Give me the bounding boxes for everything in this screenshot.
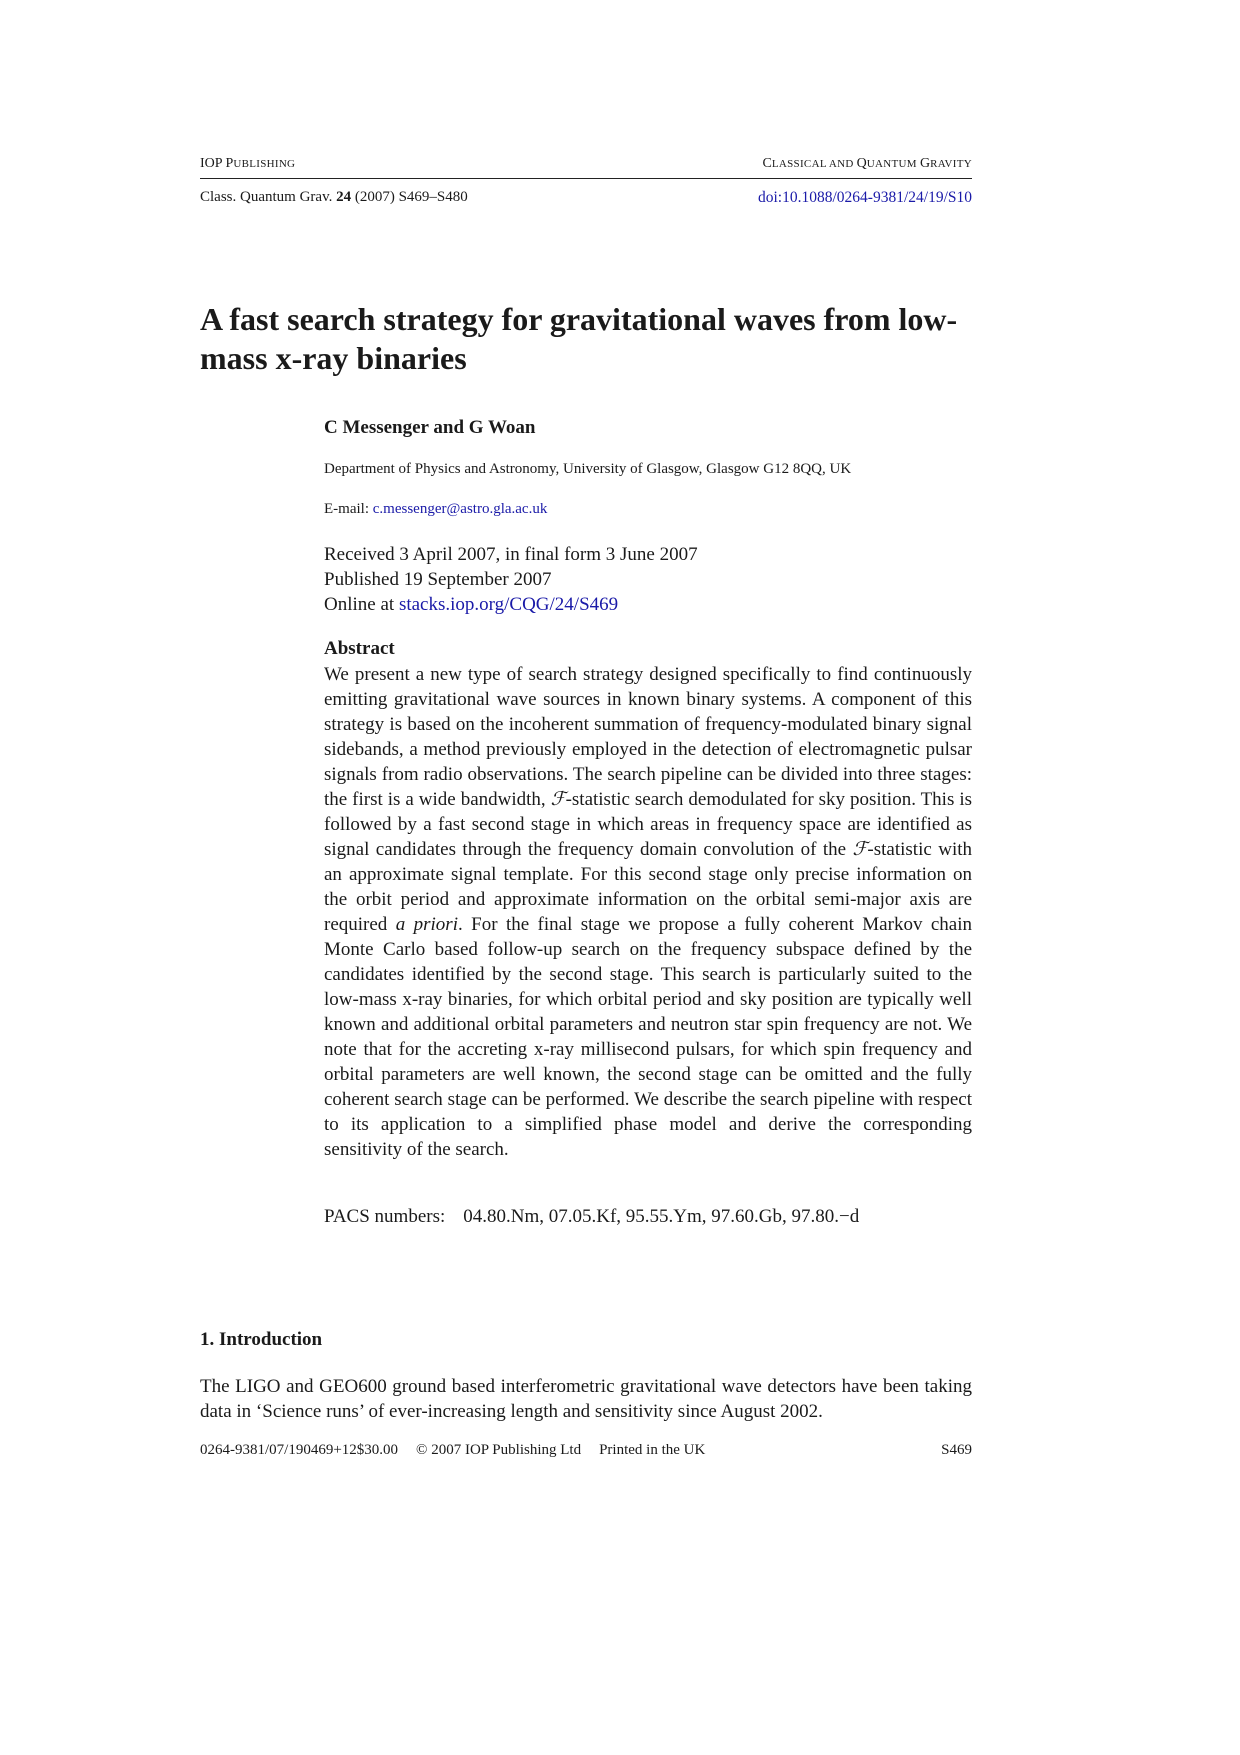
header-rule bbox=[200, 178, 972, 179]
affiliation: Department of Physics and Astronomy, University of Glasgow, Glasgow G12 8QQ, UK bbox=[324, 461, 852, 477]
paper-title: A fast search strategy for gravitational waves from low-mass x-ray binaries bbox=[200, 301, 958, 376]
section-heading: 1. Introduction bbox=[200, 1329, 323, 1350]
publisher-name: IOP PUBLISHING bbox=[200, 156, 296, 171]
publication-dates bbox=[324, 542, 698, 617]
published-date: Published 19 September 2007 bbox=[324, 569, 552, 590]
doi-link[interactable]: doi:10.1088/0264-9381/24/19/S10 bbox=[758, 189, 972, 206]
intro-paragraph: The LIGO and GEO600 ground based interferometric gravitational wave detectors have been taking data in ‘Science runs’ of ever-increasing length and sensitivity since August 2002. bbox=[200, 1376, 972, 1422]
page-number: S469 bbox=[941, 1442, 972, 1458]
footer-info: 0264-9381/07/190469+12$30.00 © 2007 IOP Publishing Ltd Printed in the UK bbox=[200, 1442, 706, 1458]
online-line: Online at stacks.iop.org/CQG/24/S469 bbox=[324, 594, 619, 615]
online-link[interactable]: stacks.iop.org/CQG/24/S469 bbox=[398, 594, 619, 615]
received-date: Received 3 April 2007, in final form 3 June 2007 bbox=[324, 544, 698, 565]
email-label: E-mail: bbox=[324, 501, 369, 517]
journal-name: CLASSICAL AND QUANTUM GRAVITY bbox=[762, 156, 972, 171]
email-line bbox=[324, 501, 547, 518]
abstract-text: We present a new type of search strategy designed specifically to find continuously emitting gravitational wave sources in known binary systems. A component of this strategy is based on the incoherent summation of frequency-modulated binary signal sidebands, a method previously employed in the detection of electromagnetic pulsar signals from radio observations. The search pipeline can be divided into three stages: the first is a wide bandwidth, ℱ-statistic search demodulated for sky position. This is followed by a fast second stage in which areas in frequency space are identified as signal candidates through the frequency domain convolution of the ℱ-statistic with an approximate signal template. For this second stage only precise information on the orbit period and approximate information on the orbital semi-major axis are required a priori. For the final stage we propose a fully coherent Markov chain Monte Carlo based follow-up search on the frequency subspace defined by the candidates identified by the second stage. This search is particularly suited to the low-mass x-ray binaries, for which orbital period and sky position are typically well known and additional orbital parameters and neutron star spin frequency are not. We note that for the accreting x-ray millisecond pulsars, for which spin frequency and orbital parameters are well known, the second stage can be omitted and the fully coherent search stage can be performed. We describe the search pipeline with respect to its application to a simplified phase model and derive the corresponding sensitivity of the search. bbox=[324, 664, 973, 1160]
f-statistic-symbol: ℱ bbox=[852, 839, 868, 860]
a-priori: a priori bbox=[395, 914, 458, 935]
email-link[interactable]: c.messenger@astro.gla.ac.uk bbox=[372, 501, 548, 517]
f-statistic-symbol: ℱ bbox=[550, 789, 566, 810]
citation: Class. Quantum Grav. 24 (2007) S469–S480 bbox=[200, 189, 468, 205]
pacs-numbers: PACS numbers: 04.80.Nm, 07.05.Kf, 95.55.Ym, 97.60.Gb, 97.80.−d bbox=[324, 1206, 860, 1227]
authors: C Messenger and G Woan bbox=[324, 417, 536, 438]
abstract-heading: Abstract bbox=[324, 638, 395, 659]
